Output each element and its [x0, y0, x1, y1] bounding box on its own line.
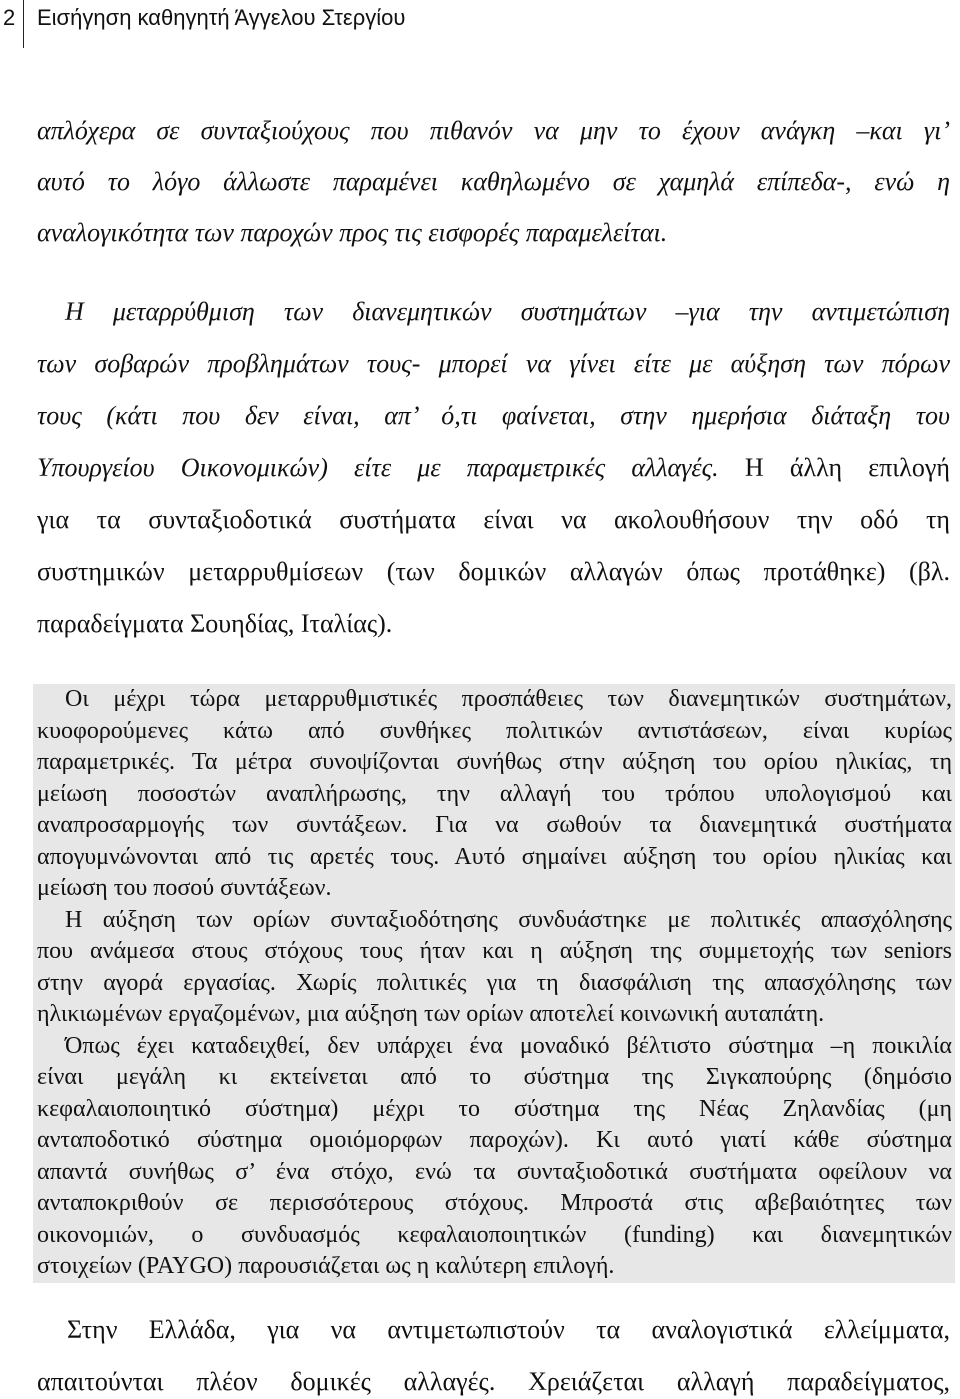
paragraph-line: αναλογικότητα των παροχών προς τις εισφορές παραμελείται.: [37, 218, 668, 247]
shaded-summary-box: [33, 684, 955, 1283]
paragraph-line: [37, 442, 950, 494]
paragraph-line: για τα συνταξιοδοτικά συστήματα είναι να ακολουθήσουν την οδό τη: [37, 505, 950, 534]
paragraph-line: τους (κάτι που δεν είναι, απ’ ό,τι φαίνεται, στην ημερήσια διάταξη του: [37, 401, 950, 430]
paragraph-line: παραδείγματα Σουηδίας, Ιταλίας).: [37, 609, 393, 638]
box-line: ανταποδοτικό σύστημα ομοιόμορφων παροχών). Κι αυτό γιατί κάθε σύστημα: [37, 1127, 952, 1153]
box-line: ανταποκριθούν σε περισσότερους στόχους. Μπροστά στις αβεβαιότητες των: [37, 1190, 952, 1216]
paragraph-line: απλόχερα σε συνταξιούχους που πιθανόν να μην το έχουν ανάγκη –και γι’: [37, 116, 950, 145]
box-line: οικονομιών, ο συνδυασμός κεφαλαιοποιητικών (funding) και διανεμητικών: [37, 1221, 952, 1248]
running-header-title: Εισήγηση καθηγητή Άγγελου Στεργίου: [37, 5, 406, 30]
paragraph-line: Στην Ελλάδα, για να αντιμετωπιστούν τα αναλογιστικά ελλείμματα,: [67, 1315, 950, 1344]
box-line: μείωση του ποσού συντάξεων.: [37, 875, 332, 901]
paragraph-line: Η μεταρρύθμιση των διανεμητικών συστημάτων –για την αντιμετώπιση: [65, 297, 950, 326]
box-line: αναπροσαρμογής των συντάξεων. Για να σωθούν τα διανεμητικά συστήματα: [37, 812, 952, 838]
box-line: Όπως έχει καταδειχθεί, δεν υπάρχει ένα μοναδικό βέλτιστο σύστημα –η ποικιλία: [65, 1032, 952, 1059]
box-line: στοιχείων (PAYGO) παρουσιάζεται ως η καλύτερη επιλογή.: [37, 1253, 615, 1279]
box-line: Η αύξηση των ορίων συνταξιοδότησης συνδυάστηκε με πολιτικές απασχόλησης: [65, 906, 952, 933]
box-line: που ανάμεσα στους στόχους τους ήταν και η αύξηση της συμμετοχής των seniors: [37, 938, 952, 964]
box-line: κεφαλαιοποιητικό σύστημα) μέχρι το σύστημα της Νέας Ζηλανδίας (μη: [37, 1095, 952, 1122]
box-line: ηλικιωμένων εργαζομένων, μια αύξηση των ορίων αποτελεί κοινωνική αυταπάτη.: [37, 1001, 825, 1027]
paragraph-continuation: [37, 105, 950, 258]
paragraph-line-regular-part: Η άλλη επιλογή: [718, 453, 950, 482]
box-line: στην αγορά εργασίας. Χωρίς πολιτικές για τη διασφάλιση της απασχόλησης των: [37, 969, 952, 996]
paragraph-line: αυτό το λόγο άλλωστε παραμένει καθηλωμένο σε χαμηλά επίπεδα-, ενώ η: [37, 167, 950, 196]
box-line: Οι μέχρι τώρα μεταρρυθμιστικές προσπάθειες των διανεμητικών συστημάτων,: [65, 686, 952, 712]
paragraph-greece: [37, 1313, 950, 1399]
box-line: είναι μεγάλη κι εκτείνεται από το σύστημα της Σιγκαπούρης (δημόσιο: [37, 1064, 952, 1090]
box-line: απογυμνώνονται από τις αρετές τους. Αυτό σημαίνει αύξηση του ορίου ηλικίας και: [37, 843, 952, 870]
box-line: απαντά συνήθως σ’ ένα στόχο, ενώ τα συνταξιοδοτικά συστήματα οφείλουν να: [37, 1158, 952, 1185]
paragraph-line-italic-part: Υπουργείου Οικονομικών) είτε με παραμετρικές αλλαγές.: [37, 453, 719, 482]
paragraph-reform: [37, 286, 950, 650]
box-line: κυοφορούμενες κάτω από συνθήκες πολιτικών αντιστάσεων, είναι κυρίως: [37, 717, 952, 744]
paragraph-line: συστημικών μεταρρυθμίσεων (των δομικών αλλαγών όπως προτάθηκε) (βλ.: [37, 557, 950, 586]
box-line: παραμετρικές. Τα μέτρα συνοψίζονται συνήθως στην αύξηση του ορίου ηλικίας, τη: [37, 749, 952, 775]
box-line: μείωση ποσοστών αναπλήρωσης, την αλλαγή του τρόπου υπολογισμού και: [37, 780, 952, 807]
header-divider: [23, 0, 24, 48]
paragraph-line: απαιτούνται πλέον δομικές αλλαγές. Χρειάζεται αλλαγή παραδείγματος,: [37, 1367, 950, 1396]
paragraph-line: των σοβαρών προβλημάτων τους- μπορεί να γίνει είτε με αύξηση των πόρων: [37, 349, 950, 378]
page-number: 2: [3, 5, 16, 30]
